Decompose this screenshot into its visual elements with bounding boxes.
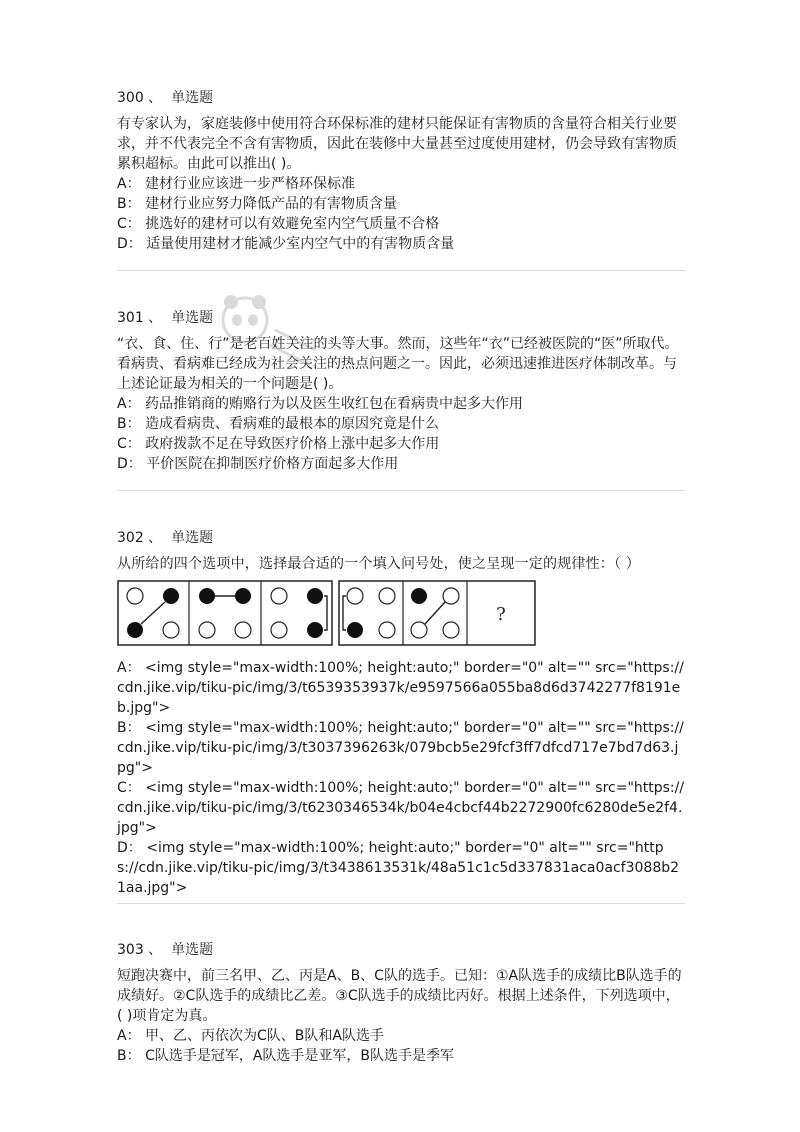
option-a bbox=[117, 394, 685, 414]
option-text: 适量使用建材才能减少室内空气中的有害物质含量 bbox=[146, 236, 455, 252]
option-d bbox=[117, 838, 685, 898]
question-stem: “衣、食、住、行”是老百姓关注的头等大事。然而，这些年“衣”已经被医院的“医”所取代。看病贵、看病难已经成为社会关注的热点问题之一。因此，必须迅速推进医疗体制改革。与上述论证最为相关的一个问题是( )。 bbox=[117, 336, 679, 392]
question-303 bbox=[117, 940, 685, 1066]
option-key: B： bbox=[117, 416, 141, 432]
option-text: 甲、乙、丙依次为C队、B队和A队选手 bbox=[145, 1028, 384, 1044]
question-number: 301 、 bbox=[117, 310, 163, 326]
option-b bbox=[117, 1046, 685, 1066]
option-key: D： bbox=[117, 456, 142, 472]
option-key: C： bbox=[117, 780, 141, 796]
question-number: 303 、 bbox=[117, 942, 163, 958]
option-key: D： bbox=[117, 840, 142, 856]
option-key: A： bbox=[117, 660, 141, 676]
option-text: <img style="max-width:100%; height:auto;" border="0" alt="" src="https://cdn.jike.vip/tiku-pic/img/3/t6539353937k/e9597566a055ba8d6d3742277f8191eb.jpg"> bbox=[117, 660, 684, 716]
question-number: 302 、 bbox=[117, 530, 163, 546]
question-number: 300 、 bbox=[117, 90, 163, 106]
question-302 bbox=[117, 528, 685, 898]
option-text: 挑选好的建材可以有效避免室内空气质量不合格 bbox=[145, 216, 440, 232]
option-c bbox=[117, 434, 685, 454]
question-type: 单选题 bbox=[171, 310, 214, 326]
panel-group-question bbox=[339, 581, 535, 645]
question-type: 单选题 bbox=[171, 530, 214, 546]
option-a bbox=[117, 1026, 685, 1046]
option-key: C： bbox=[117, 216, 141, 232]
question-header bbox=[117, 528, 685, 548]
option-c bbox=[117, 778, 685, 838]
option-a bbox=[117, 174, 685, 194]
question-mark-label: ? bbox=[496, 604, 506, 625]
option-b bbox=[117, 194, 685, 214]
option-text: 政府拨款不足在导致医疗价格上涨中起多大作用 bbox=[145, 436, 440, 452]
option-key: D： bbox=[117, 236, 142, 252]
figure-reasoning-sequence bbox=[117, 580, 537, 646]
separator bbox=[117, 903, 685, 904]
panda-watermark-icon bbox=[215, 290, 325, 370]
option-text: 造成看病贵、看病难的最根本的原因究竟是什么 bbox=[145, 416, 440, 432]
option-b bbox=[117, 414, 685, 434]
question-301 bbox=[117, 308, 685, 474]
option-key: B： bbox=[117, 1048, 141, 1064]
question-type: 单选题 bbox=[171, 90, 214, 106]
option-a bbox=[117, 658, 685, 718]
separator bbox=[117, 490, 685, 491]
option-key: C： bbox=[117, 436, 141, 452]
question-stem: 从所给的四个选项中，选择最合适的一个填入问号处，使之呈现一定的规律性：（ ） bbox=[117, 556, 641, 572]
option-key: B： bbox=[117, 720, 141, 736]
question-header bbox=[117, 308, 685, 328]
panel-group-given bbox=[118, 581, 332, 645]
option-key: A： bbox=[117, 176, 141, 192]
question-stem: 有专家认为，家庭装修中使用符合环保标准的建材只能保证有害物质的含量符合相关行业要求，并不代表完全不含有害物质，因此在装修中大量甚至过度使用建材，仍会导致有害物质累积超标。由此可以推出( )。 bbox=[117, 116, 677, 172]
option-text: <img style="max-width:100%; height:auto;" border="0" alt="" src="https://cdn.jike.vip/tiku-pic/img/3/t6230346534k/b04e4cbcf44b2272900fc6280de5e2f4.jpg"> bbox=[117, 780, 685, 836]
option-text: <img style="max-width:100%; height:auto;" border="0" alt="" src="https://cdn.jike.vip/tiku-pic/img/3/t3438613531k/48a51c1c5d337831aca0acf3088b21aa.jpg"> bbox=[117, 840, 680, 896]
option-text: 建材行业应努力降低产品的有害物质含量 bbox=[145, 196, 398, 212]
option-text: 药品推销商的贿赂行为以及医生收红包在看病贵中起多大作用 bbox=[145, 396, 524, 412]
option-text: 建材行业应该进一步严格环保标准 bbox=[145, 176, 356, 192]
option-b bbox=[117, 718, 685, 778]
option-text: C队选手是冠军，A队选手是亚军，B队选手是季军 bbox=[145, 1048, 455, 1064]
question-header bbox=[117, 88, 685, 108]
option-c bbox=[117, 214, 685, 234]
option-key: A： bbox=[117, 396, 141, 412]
separator bbox=[117, 270, 685, 271]
option-key: B： bbox=[117, 196, 141, 212]
option-d bbox=[117, 234, 685, 254]
question-header bbox=[117, 940, 685, 960]
question-300 bbox=[117, 88, 685, 254]
option-text: 平价医院在抑制医疗价格方面起多大作用 bbox=[146, 456, 399, 472]
question-stem: 短跑决赛中，前三名甲、乙、丙是A、B、C队的选手。已知：①A队选手的成绩比B队选手的成绩好。②C队选手的成绩比乙差。③C队选手的成绩比丙好。根据上述条件，下列选项中，( )项肯定为真。 bbox=[117, 968, 682, 1024]
option-text: <img style="max-width:100%; height:auto;" border="0" alt="" src="https://cdn.jike.vip/tiku-pic/img/3/t3037396263k/079bcb5e29fcf3ff7dfcd717e7bd7d63.jpg"> bbox=[117, 720, 684, 776]
option-d bbox=[117, 454, 685, 474]
option-key: A： bbox=[117, 1028, 141, 1044]
question-type: 单选题 bbox=[171, 942, 214, 958]
